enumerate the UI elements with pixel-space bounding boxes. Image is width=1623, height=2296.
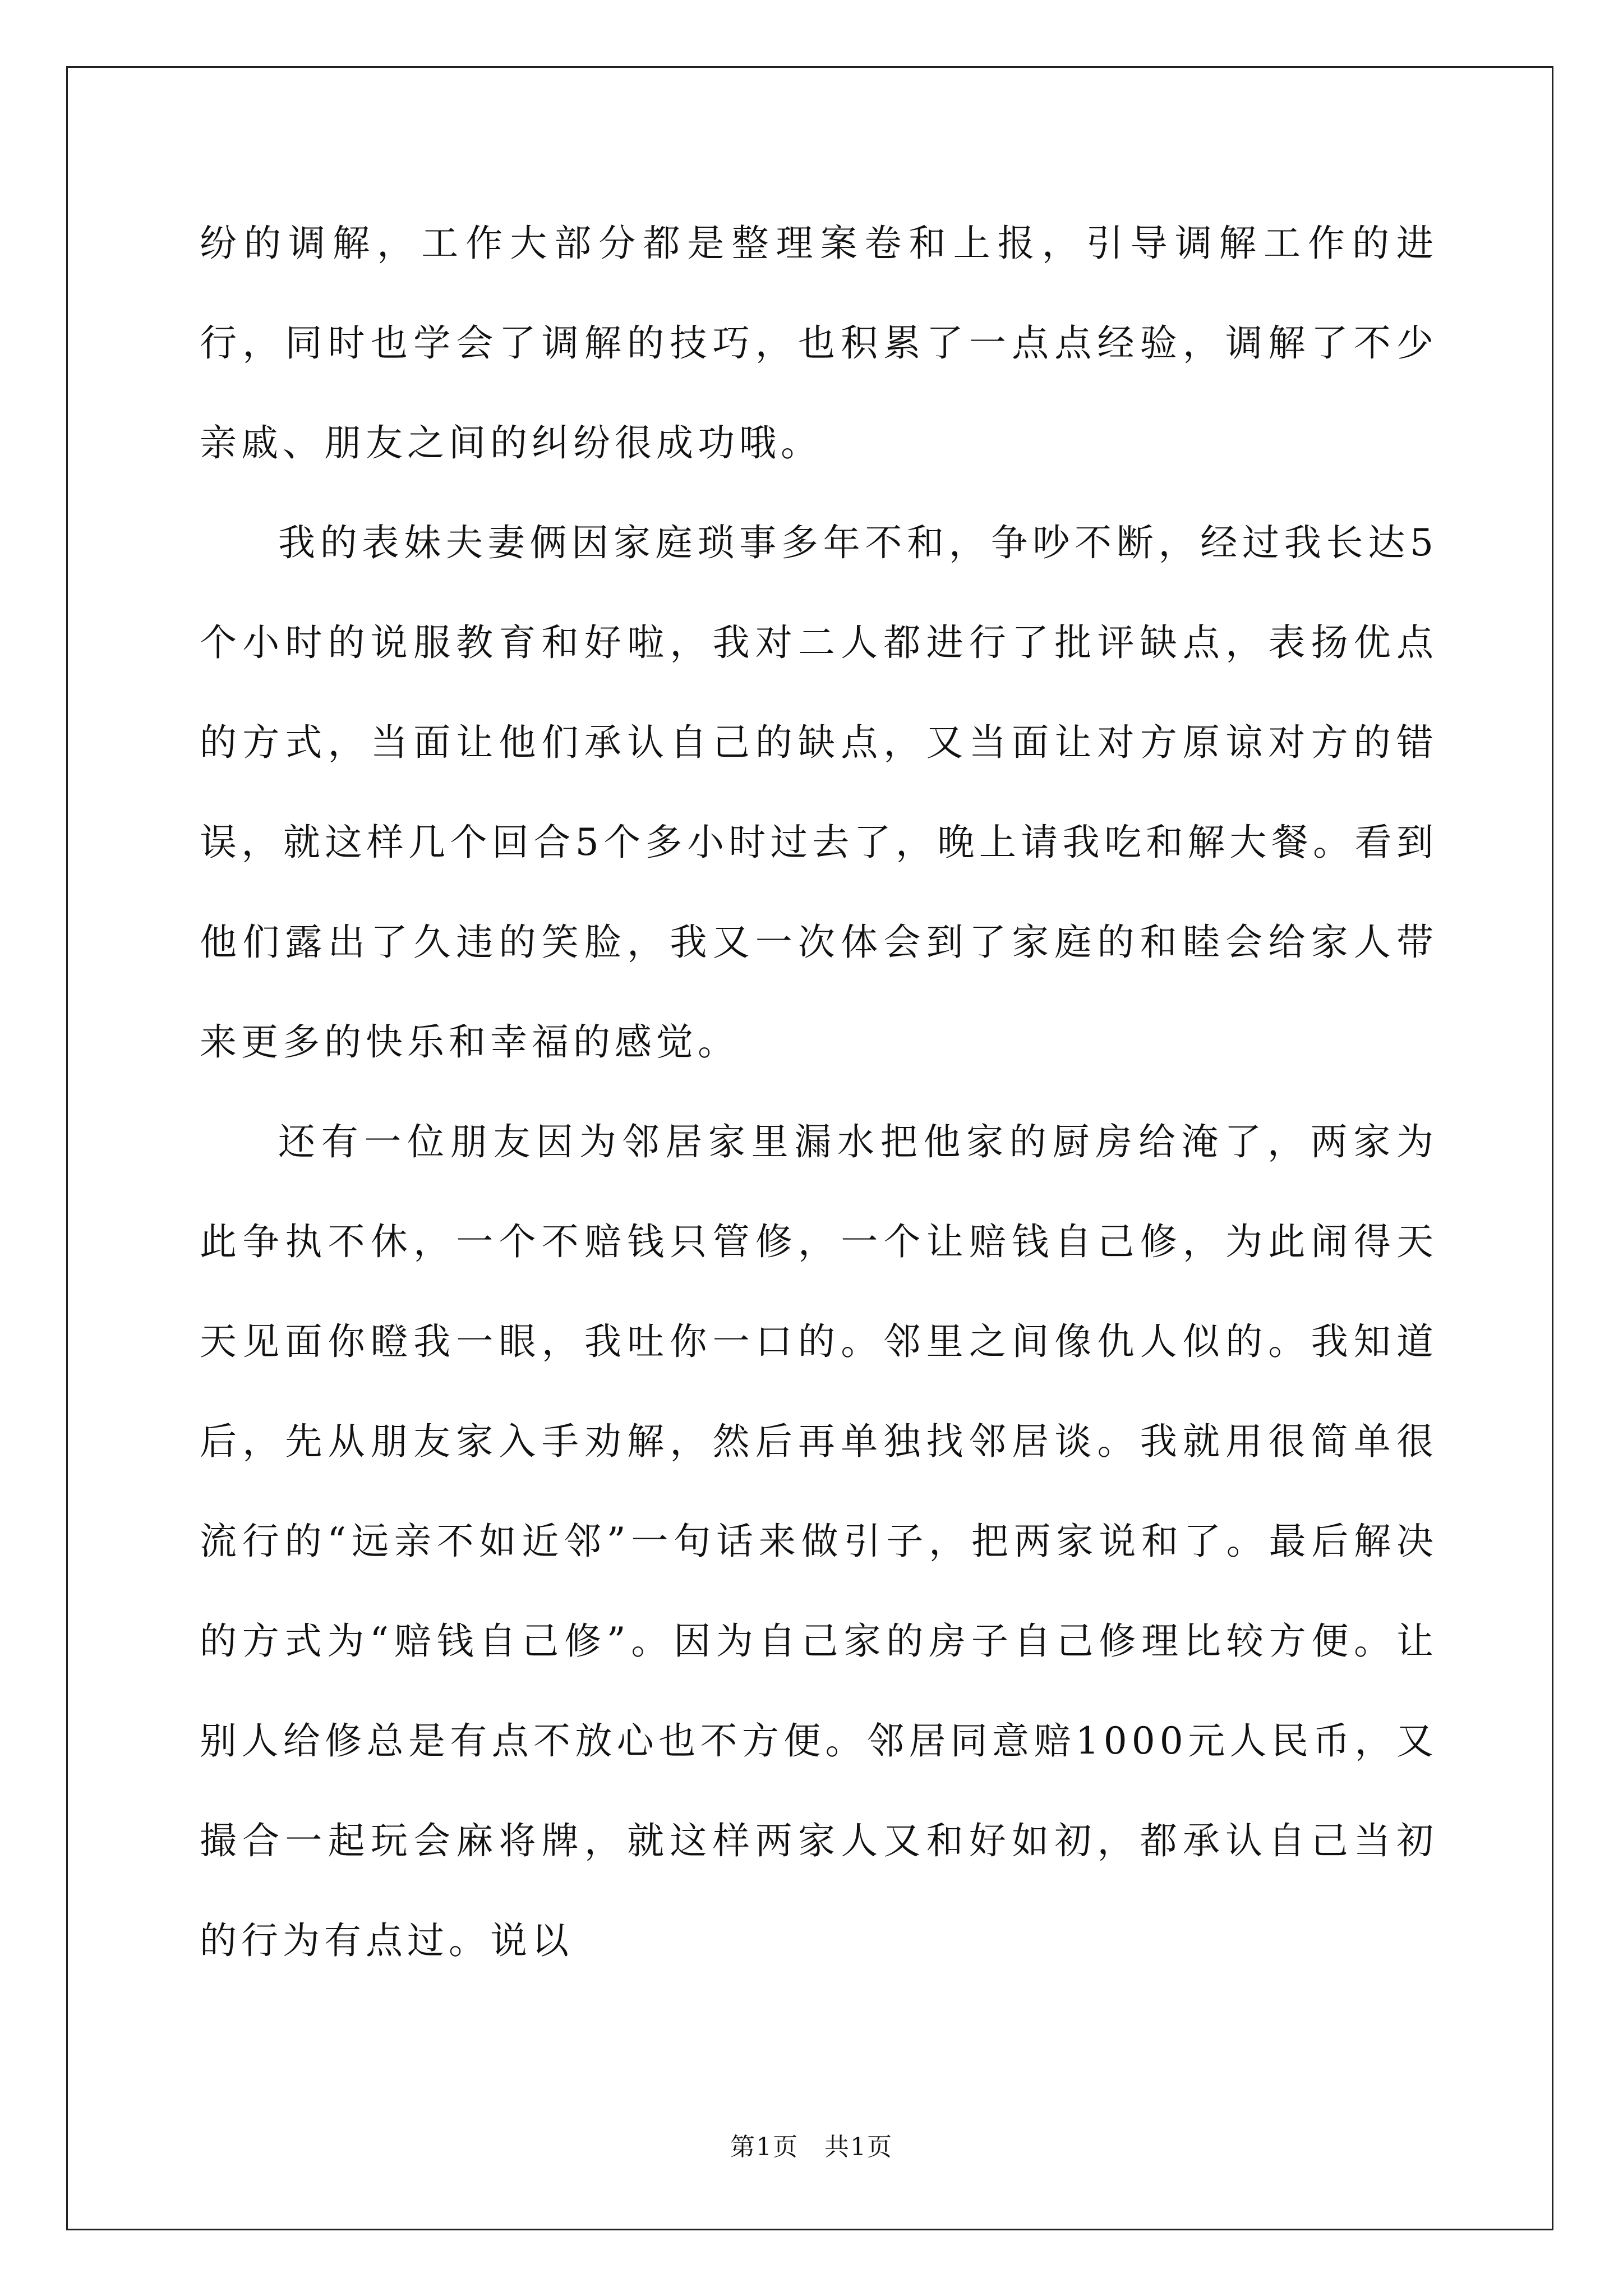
paragraph-1: 纷的调解，工作大部分都是整理案卷和上报，引导调解工作的进行，同时也学会了调解的技巧，也积累了一点点经验，调解了不少亲戚、朋友之间的纠纷很成功哦。 [200, 222, 1438, 464]
paragraph-2: 我的表妹夫妻俩因家庭琐事多年不和，争吵不断，经过我长达5个小时的说服教育和好啦，我对二人都进行了批评缺点，表扬优点的方式，当面让他们承认自己的缺点，又当面让对方原谅对方的错误，就这样几个回合5个多小时过去了，晚上请我吃和解大餐。看到他们露出了久违的笑脸，我又一次体会到了家庭的和睦会给家人带来更多的快乐和幸福的感觉。 [200, 521, 1438, 1064]
paragraph-3: 还有一位朋友因为邻居家里漏水把他家的厨房给淹了，两家为此争执不休，一个不赔钱只管修，一个让赔钱自己修，为此闹得天天见面你瞪我一眼，我吐你一口的。邻里之间像仇人似的。我知道后，先从朋友家入手劝解，然后再单独找邻居谈。我就用很简单很流行的“远亲不如近邻”一句话来做引子，把两家说和了。最后解决的方式为“赔钱自己修”。因为自己家的房子自己修理比较方便。让别人给修总是有点不放心也不方便。邻居同意赔1000元人民币，又撮合一起玩会麻将牌，就这样两家人又和好如初，都承认自己当初的行为有点过。说以 [200, 1120, 1438, 1962]
document-body [200, 194, 1438, 1991]
page-footer: 第1页 共1页 [730, 2133, 893, 2161]
